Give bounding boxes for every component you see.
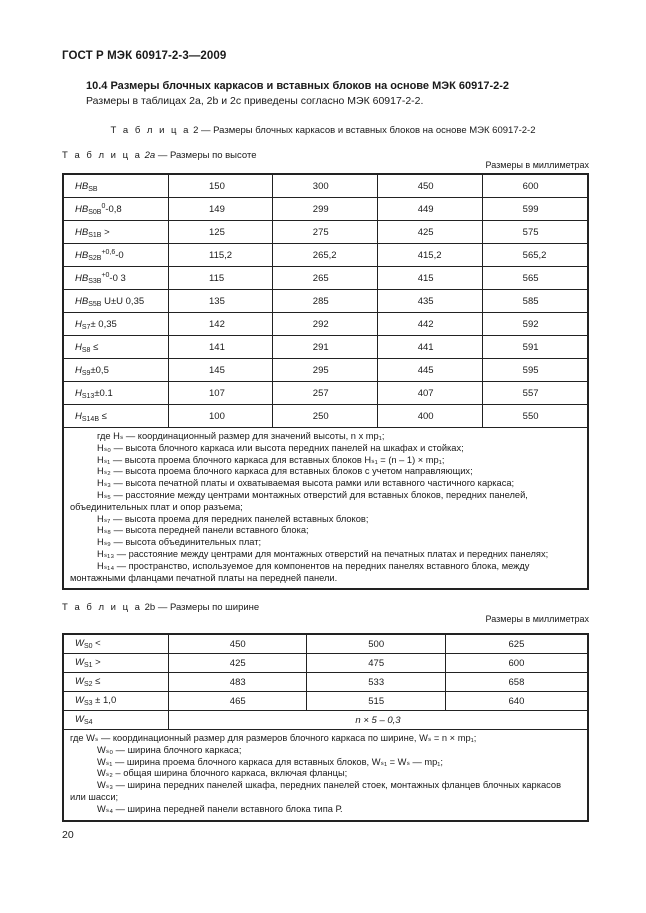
standard-header: ГОСТ Р МЭК 60917-2-3—2009 — [62, 50, 227, 62]
cell-value: 415,2 — [377, 244, 482, 267]
cell-value: 658 — [445, 673, 588, 692]
symbol: HB — [75, 226, 89, 238]
note-line: монтажными фланцами печатной платы на передней панели. — [70, 572, 338, 583]
cell-value: 250 — [272, 405, 377, 428]
note-line: Hₛ₇ — высота проема для передних панелей вставных блоков; — [97, 513, 369, 524]
subscript: S2B — [88, 254, 102, 262]
cell-value: 115 — [169, 267, 273, 290]
cell-value: 295 — [272, 359, 377, 382]
subscript: S14B — [81, 415, 99, 423]
cell-value: 533 — [307, 673, 445, 692]
table2-caption-text: 2 — Размеры блочных каркасов и вставных блоков на основе МЭК 60917-2-2 — [193, 125, 536, 136]
cell-value: 275 — [272, 221, 377, 244]
note-line: Wₛ₂ – общая ширина блочного каркаса, включая фланцы; — [97, 768, 348, 779]
note-line: Wₛ₃ — ширина передних панелей шкафа, передних панелей стоек, монтажных фланцев блочных каркасов — [97, 780, 562, 791]
tolerance: -0 3 — [109, 272, 126, 284]
table2b-caption — [62, 602, 259, 613]
cell-value: 442 — [377, 313, 482, 336]
cell-value: 483 — [169, 673, 307, 692]
cell-value: 150 — [169, 174, 273, 198]
note-line: объединительных плат и опор разъема; — [70, 501, 243, 512]
cell-value: 265,2 — [272, 244, 377, 267]
table-row — [63, 654, 588, 673]
page-number: 20 — [62, 829, 74, 841]
cell-value: 640 — [445, 692, 588, 711]
row-label — [63, 654, 169, 673]
table2b-caption-word: Т а б л и ц а — [62, 602, 142, 613]
table2b-last-row-value: n × 5 – 0,3 — [169, 711, 589, 730]
cell-value: 141 — [169, 336, 273, 359]
cell-value: 125 — [169, 221, 273, 244]
table2a-caption-num: 2a — [144, 150, 156, 161]
table2a-caption-text: — Размеры по высоте — [157, 150, 257, 161]
cell-value: 142 — [169, 313, 273, 336]
note-line: Hₛ₅ — расстояние между центрами монтажных отверстий для вставных блоков, передних панелей, — [97, 489, 528, 500]
table-row — [63, 382, 588, 405]
cell-value: 100 — [169, 405, 273, 428]
cell-value: 265 — [272, 267, 377, 290]
cell-value: 565 — [482, 267, 588, 290]
row-label — [63, 673, 169, 692]
row-label — [63, 359, 169, 382]
subscript: S0 — [83, 643, 93, 650]
cell-value: 625 — [445, 634, 588, 654]
row-label — [63, 244, 169, 267]
cell-value: 600 — [445, 654, 588, 673]
tolerance: > — [101, 226, 110, 238]
tolerance: U±U 0,35 — [101, 295, 145, 307]
cell-value: 299 — [272, 198, 377, 221]
symbol: HB — [75, 295, 89, 307]
row-label — [63, 290, 169, 313]
row-label — [63, 405, 169, 428]
cell-value: 575 — [482, 221, 588, 244]
note-line: Hₛ₃ — высота печатной платы и охватываемая высота рамки или вставного частичного каркаса; — [97, 478, 515, 489]
table2b-caption-text: — Размеры по ширине — [157, 602, 260, 613]
table-2a — [62, 173, 589, 590]
symbol: W — [75, 676, 84, 687]
tolerance: ≤ — [92, 676, 101, 687]
cell-value: 107 — [169, 382, 273, 405]
tolerance: ≤ — [99, 410, 107, 422]
cell-value: 500 — [307, 634, 445, 654]
tolerance: ±0.1 — [94, 387, 113, 399]
row-label — [63, 174, 169, 198]
table2b-notes-cell — [63, 730, 588, 821]
cell-value: 585 — [482, 290, 588, 313]
note-line: Hₛ₉ — высота объединительных плат; — [97, 537, 262, 548]
note-line: Hₛ₂ — высота проема блочного каркаса для вставных блоков с учетом направляющих; — [97, 466, 473, 477]
table2-caption-word: Т а б л и ц а — [110, 125, 191, 136]
tolerance: ± 0,35 — [90, 318, 117, 330]
note-line: Hₛ₁₄ — пространство, используемое для компонентов на передних панелях вставного блока, между — [97, 560, 530, 571]
tolerance: ≤ — [90, 341, 99, 353]
symbol: HB — [75, 203, 89, 215]
symbol: H — [75, 410, 82, 422]
cell-value: 550 — [482, 405, 588, 428]
superscript: 0 — [101, 202, 106, 210]
table-row — [63, 359, 588, 382]
superscript: +0,6 — [101, 248, 116, 256]
cell-value: 445 — [377, 359, 482, 382]
symbol: H — [75, 341, 82, 353]
tolerance: ± 1,0 — [92, 695, 117, 706]
subscript: S1B — [88, 231, 102, 239]
tolerance: -0,8 — [105, 203, 122, 215]
row-label — [63, 634, 169, 654]
table2b-units: Размеры в миллиметрах — [485, 614, 589, 624]
cell-value: 415 — [377, 267, 482, 290]
note-line: Hₛ₁₃ — расстояние между центрами для монтажных отверстий на печатных платах и передних панелях; — [97, 548, 549, 559]
tolerance: ±0,5 — [90, 364, 109, 376]
table-row — [63, 336, 588, 359]
subscript: S1 — [83, 662, 93, 669]
subscript: SB — [88, 185, 98, 193]
table2a-units: Размеры в миллиметрах — [485, 160, 589, 170]
cell-value: 292 — [272, 313, 377, 336]
cell-value: 291 — [272, 336, 377, 359]
table-row — [63, 692, 588, 711]
table-row — [63, 405, 588, 428]
symbol: HB — [75, 180, 89, 192]
subscript: S2 — [83, 681, 93, 688]
cell-value: 285 — [272, 290, 377, 313]
superscript: +0 — [101, 271, 110, 279]
symbol: H — [75, 318, 82, 330]
subscript: S3B — [88, 277, 102, 285]
subscript: S7 — [81, 323, 91, 331]
cell-value: 591 — [482, 336, 588, 359]
cell-value: 557 — [482, 382, 588, 405]
cell-value: 135 — [169, 290, 273, 313]
cell-value: 435 — [377, 290, 482, 313]
table2a-caption-word: Т а б л и ц а — [62, 150, 142, 161]
note-line: Wₛ₁ — ширина проема блочного каркаса для вставных блоков, Wₛ₁ = Wₛ — mp₁; — [97, 756, 444, 767]
cell-value: 592 — [482, 313, 588, 336]
symbol: W — [75, 657, 84, 668]
table2-caption — [0, 125, 646, 136]
table-row — [63, 244, 588, 267]
note-line: Wₛ₀ — ширина блочного каркаса; — [97, 744, 242, 755]
cell-value: 145 — [169, 359, 273, 382]
subscript: S0B — [88, 208, 102, 216]
section-text: Размеры в таблицах 2а, 2b и 2с приведены согласно МЭК 60917-2-2. — [86, 95, 424, 107]
cell-value: 515 — [307, 692, 445, 711]
row-label — [63, 313, 169, 336]
cell-value: 599 — [482, 198, 588, 221]
table-row — [63, 290, 588, 313]
table-row — [63, 634, 588, 654]
subscript: S13 — [81, 392, 95, 400]
cell-value: 257 — [272, 382, 377, 405]
note-line: Hₛ₀ — высота блочного каркаса или высота передних панелей на шкафах и стойках; — [97, 442, 464, 453]
cell-value: 425 — [377, 221, 482, 244]
row-label — [63, 692, 169, 711]
table-row — [63, 267, 588, 290]
cell-value: 450 — [377, 174, 482, 198]
cell-value: 400 — [377, 405, 482, 428]
symbol: H — [75, 364, 82, 376]
tolerance: < — [92, 638, 101, 649]
table2a-notes — [70, 431, 581, 584]
cell-value: 475 — [307, 654, 445, 673]
row-label — [63, 382, 169, 405]
row-label — [63, 221, 169, 244]
cell-value: 407 — [377, 382, 482, 405]
cell-value: 441 — [377, 336, 482, 359]
table-row — [63, 673, 588, 692]
cell-value: 425 — [169, 654, 307, 673]
cell-value: 600 — [482, 174, 588, 198]
row-label — [63, 336, 169, 359]
cell-value: 149 — [169, 198, 273, 221]
table2b-last-row-label — [63, 711, 169, 730]
subscript: S8 — [81, 346, 91, 354]
note-line: или шасси; — [70, 791, 119, 802]
subscript: S3 — [83, 700, 93, 707]
symbol: W — [75, 638, 84, 649]
table-row — [63, 221, 588, 244]
symbol: W — [75, 714, 84, 725]
table2a-notes-cell — [63, 428, 588, 590]
symbol: HB — [75, 249, 89, 261]
symbol: HB — [75, 272, 89, 284]
cell-value: 565,2 — [482, 244, 588, 267]
table2b-notes — [70, 733, 581, 816]
symbol: W — [75, 695, 84, 706]
subscript: S5B — [88, 300, 102, 308]
cell-value: 450 — [169, 634, 307, 654]
note-line: Hₛ₁ — высота проема блочного каркаса для вставных блоков Hₛ₁ = (n – 1) × mp₁; — [97, 454, 445, 465]
table-2b — [62, 633, 589, 822]
note-line: где Wₛ — координационный размер для размеров блочного каркаса по ширине, Wₛ = n × mp₁; — [70, 733, 477, 743]
note-line: где Hₛ — координационный размер для значений высоты, n x mp₁; — [97, 431, 385, 441]
note-line: Hₛ₈ — высота передней панели вставного блока; — [97, 525, 309, 536]
cell-value: 465 — [169, 692, 307, 711]
row-label — [63, 198, 169, 221]
table-row — [63, 313, 588, 336]
cell-value: 595 — [482, 359, 588, 382]
table2a-caption — [62, 150, 256, 161]
row-label — [63, 267, 169, 290]
table-row — [63, 174, 588, 198]
table-row — [63, 198, 588, 221]
cell-value: 449 — [377, 198, 482, 221]
symbol: H — [75, 387, 82, 399]
tolerance: -0 — [115, 249, 124, 261]
note-line: Wₛ₄ — ширина передней панели вставного блока типа Р. — [97, 803, 343, 814]
subscript: S4 — [83, 719, 93, 726]
section-title: 10.4 Размеры блочных каркасов и вставных блоков на основе МЭК 60917-2-2 — [86, 80, 510, 92]
tolerance: > — [92, 657, 101, 668]
table2b-caption-num: 2b — [144, 602, 156, 613]
cell-value: 300 — [272, 174, 377, 198]
subscript: S9 — [81, 369, 91, 377]
cell-value: 115,2 — [169, 244, 273, 267]
